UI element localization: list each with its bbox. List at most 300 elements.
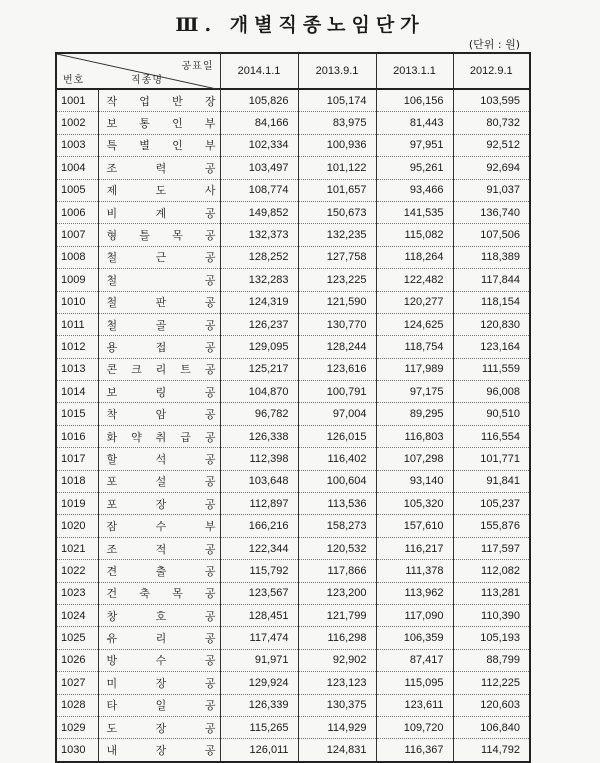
- wage-value: 126,237: [220, 313, 298, 335]
- wage-value: 114,929: [298, 716, 376, 738]
- job-name-char: 보: [106, 386, 118, 399]
- wage-value: 120,277: [376, 291, 453, 313]
- table-row: [56, 560, 530, 582]
- job-code: 1027: [56, 672, 98, 694]
- wage-value: 106,840: [453, 716, 530, 738]
- job-name-char: 목: [172, 230, 183, 243]
- wage-value: 93,140: [376, 470, 453, 492]
- table-row: [56, 649, 530, 671]
- job-name-char: 유: [106, 633, 118, 646]
- job-name: [98, 493, 220, 515]
- job-name-char: 내: [106, 745, 118, 758]
- wage-value: 126,011: [220, 739, 298, 762]
- job-name-char: 크: [131, 364, 142, 377]
- job-name-char: 공: [204, 633, 216, 646]
- wage-value: 91,841: [453, 470, 530, 492]
- job-name-text: [107, 697, 216, 713]
- table-row: [56, 179, 530, 201]
- job-name-char: 철: [106, 297, 118, 310]
- wage-value: 95,261: [376, 157, 453, 179]
- table-row: [56, 672, 530, 694]
- wage-value: 120,603: [453, 694, 530, 716]
- table-row: [56, 716, 530, 738]
- job-name-char: 포: [106, 476, 118, 489]
- job-code: 1015: [56, 403, 98, 425]
- job-code: 1011: [56, 313, 98, 335]
- job-name-text: [107, 339, 216, 355]
- table-row: [56, 134, 530, 156]
- wage-value: 111,378: [376, 560, 453, 582]
- job-code: 1004: [56, 157, 98, 179]
- wage-value: 111,559: [453, 358, 530, 380]
- job-name-text: [107, 742, 216, 758]
- job-name-char: 보: [106, 118, 118, 131]
- job-name-char: 계: [155, 207, 167, 220]
- job-name: [98, 582, 220, 604]
- job-name-char: 도: [106, 722, 118, 735]
- wage-value: 124,319: [220, 291, 298, 313]
- job-name-char: 작: [106, 95, 118, 108]
- wage-value: 113,962: [376, 582, 453, 604]
- job-name-char: 목: [172, 588, 183, 601]
- wage-value: 105,174: [298, 89, 376, 112]
- job-name-char: 비: [106, 207, 118, 220]
- job-name-char: 창: [106, 610, 118, 623]
- wage-value: 110,390: [453, 604, 530, 626]
- wage-value: 132,373: [220, 224, 298, 246]
- wage-value: 123,200: [298, 582, 376, 604]
- table-row: [56, 112, 530, 134]
- table-row: [56, 604, 530, 626]
- job-name-text: [107, 317, 216, 333]
- table-row: [56, 627, 530, 649]
- wage-value: 84,166: [220, 112, 298, 134]
- wage-value: 120,532: [298, 537, 376, 559]
- job-name-char: 공: [204, 745, 216, 758]
- job-code: 1024: [56, 604, 98, 626]
- job-name-text: [107, 294, 216, 310]
- wage-value: 117,866: [298, 560, 376, 582]
- job-name: [98, 336, 220, 358]
- job-name-text: [107, 160, 216, 176]
- table-row: [56, 336, 530, 358]
- wage-value: 132,235: [298, 224, 376, 246]
- wage-value: 107,298: [376, 448, 453, 470]
- wage-value: 123,164: [453, 336, 530, 358]
- wage-value: 113,281: [453, 582, 530, 604]
- wage-value: 101,657: [298, 179, 376, 201]
- wage-value: 149,852: [220, 201, 298, 223]
- job-code: 1018: [56, 470, 98, 492]
- job-name-char: 방: [106, 655, 118, 668]
- job-name-char: 공: [204, 453, 216, 466]
- wage-value: 103,648: [220, 470, 298, 492]
- job-name-text: [107, 720, 216, 736]
- header-job-label: 직종명: [131, 75, 163, 86]
- job-name-text: [107, 608, 216, 624]
- job-name-char: 공: [204, 252, 216, 265]
- job-name-char: 트: [180, 364, 191, 377]
- wage-value: 92,902: [298, 649, 376, 671]
- job-code: 1010: [56, 291, 98, 313]
- table-header-row: [56, 53, 530, 89]
- job-name-char: 공: [204, 409, 216, 422]
- table-row: [56, 493, 530, 515]
- job-name-char: 근: [155, 252, 167, 265]
- job-name-char: 장: [155, 745, 167, 758]
- wage-value: 89,295: [376, 403, 453, 425]
- wage-value: 136,740: [453, 201, 530, 223]
- job-name-char: 암: [155, 409, 167, 422]
- job-name-char: 공: [204, 386, 216, 399]
- wage-value: 100,604: [298, 470, 376, 492]
- job-name-char: 급: [180, 431, 191, 444]
- table-row: [56, 381, 530, 403]
- wage-value: 126,338: [220, 425, 298, 447]
- header-no-label: 번호: [63, 75, 85, 86]
- job-name-char: 철: [106, 252, 118, 265]
- job-name-char: 반: [172, 95, 183, 108]
- wage-value: 91,037: [453, 179, 530, 201]
- wage-value: 103,497: [220, 157, 298, 179]
- wage-value: 106,156: [376, 89, 453, 112]
- wage-value: 127,758: [298, 246, 376, 268]
- wage-value: 97,951: [376, 134, 453, 156]
- wage-value: 118,754: [376, 336, 453, 358]
- job-name-text: [107, 451, 216, 467]
- wage-value: 116,402: [298, 448, 376, 470]
- job-name-char: 철: [106, 274, 118, 287]
- job-name-char: 접: [155, 341, 167, 354]
- job-name: [98, 403, 220, 425]
- table-row: [56, 425, 530, 447]
- job-name-char: 용: [106, 341, 118, 354]
- wage-value: 157,610: [376, 515, 453, 537]
- wage-value: 126,339: [220, 694, 298, 716]
- table-row: [56, 157, 530, 179]
- job-name: [98, 716, 220, 738]
- job-name-char: 수: [155, 521, 167, 534]
- wage-value: 105,320: [376, 493, 453, 515]
- wage-value: 128,451: [220, 604, 298, 626]
- job-name-char: 공: [204, 274, 216, 287]
- wage-value: 129,924: [220, 672, 298, 694]
- job-name-char: 미: [106, 677, 118, 690]
- wage-value: 132,283: [220, 269, 298, 291]
- job-name: [98, 672, 220, 694]
- table-row: [56, 269, 530, 291]
- wage-value: 117,474: [220, 627, 298, 649]
- wage-value: 112,897: [220, 493, 298, 515]
- wage-value: 117,090: [376, 604, 453, 626]
- job-name-char: 특: [106, 140, 118, 153]
- job-name-char: 공: [204, 722, 216, 735]
- job-code: 1016: [56, 425, 98, 447]
- job-name-text: [107, 93, 216, 109]
- wage-value: 115,265: [220, 716, 298, 738]
- job-name-char: 조: [106, 162, 118, 175]
- job-name-char: 장: [155, 677, 167, 690]
- wage-value: 115,082: [376, 224, 453, 246]
- job-name: [98, 112, 220, 134]
- job-name-text: [107, 473, 216, 489]
- job-code: 1005: [56, 179, 98, 201]
- wage-value: 96,782: [220, 403, 298, 425]
- job-name-text: [107, 406, 216, 422]
- table-row: [56, 448, 530, 470]
- table-row: [56, 739, 530, 762]
- table-row: [56, 358, 530, 380]
- wage-value: 150,673: [298, 201, 376, 223]
- job-name: [98, 313, 220, 335]
- wage-value: 123,567: [220, 582, 298, 604]
- wage-value: 117,844: [453, 269, 530, 291]
- wage-value: 123,611: [376, 694, 453, 716]
- job-name-char: 건: [106, 588, 118, 601]
- job-name-char: 별: [139, 140, 150, 153]
- job-name: [98, 694, 220, 716]
- job-name-char: 장: [204, 95, 216, 108]
- wage-value: 130,770: [298, 313, 376, 335]
- table-row: [56, 470, 530, 492]
- job-name: [98, 224, 220, 246]
- job-code: 1012: [56, 336, 98, 358]
- wage-value: 100,791: [298, 381, 376, 403]
- job-name-char: 적: [155, 543, 167, 556]
- wage-value: 130,375: [298, 694, 376, 716]
- job-name: [98, 739, 220, 762]
- job-name-char: 인: [172, 118, 183, 131]
- job-name-char: 도: [155, 185, 167, 198]
- job-name-char: 잠: [106, 521, 118, 534]
- wage-value: 117,989: [376, 358, 453, 380]
- table-row: [56, 291, 530, 313]
- job-name-char: 통: [139, 118, 150, 131]
- header-date: 2013.9.1: [298, 53, 376, 89]
- wage-value: 128,252: [220, 246, 298, 268]
- job-name: [98, 157, 220, 179]
- wage-value: 126,015: [298, 425, 376, 447]
- wage-value: 116,554: [453, 425, 530, 447]
- job-name-text: [107, 518, 216, 534]
- table-row: [56, 246, 530, 268]
- wage-value: 125,217: [220, 358, 298, 380]
- job-name-char: 철: [106, 319, 118, 332]
- job-code: 1025: [56, 627, 98, 649]
- job-name-char: 공: [204, 364, 216, 377]
- job-code: 1030: [56, 739, 98, 762]
- job-name-text: [107, 384, 216, 400]
- job-name-char: 콘: [106, 364, 118, 377]
- table-row: [56, 224, 530, 246]
- wage-value: 112,398: [220, 448, 298, 470]
- job-name: [98, 179, 220, 201]
- wage-value: 129,095: [220, 336, 298, 358]
- job-name-char: 골: [155, 319, 167, 332]
- job-name-char: 력: [155, 162, 167, 175]
- job-name-char: 공: [204, 565, 216, 578]
- wage-value: 102,334: [220, 134, 298, 156]
- job-name-text: [107, 205, 216, 221]
- wage-value: 91,971: [220, 649, 298, 671]
- job-name-char: 축: [139, 588, 150, 601]
- wage-value: 128,244: [298, 336, 376, 358]
- job-name: [98, 291, 220, 313]
- wage-value: 158,273: [298, 515, 376, 537]
- job-code: 1029: [56, 716, 98, 738]
- job-name: [98, 448, 220, 470]
- job-name: [98, 649, 220, 671]
- job-name-char: 장: [155, 498, 167, 511]
- job-name-char: 링: [155, 386, 167, 399]
- wage-value: 92,694: [453, 157, 530, 179]
- job-name-text: [107, 541, 216, 557]
- wage-value: 101,122: [298, 157, 376, 179]
- job-name-char: 공: [204, 297, 216, 310]
- job-name-char: 공: [204, 431, 216, 444]
- job-name-char: 틀: [139, 230, 150, 243]
- table-row: [56, 89, 530, 112]
- job-name-char: 제: [106, 185, 118, 198]
- job-name-text: [107, 115, 216, 131]
- wage-value: 114,792: [453, 739, 530, 762]
- job-name-text: [107, 182, 216, 198]
- job-name-char: 공: [204, 476, 216, 489]
- job-name-char: 공: [204, 319, 216, 332]
- wage-value: 107,506: [453, 224, 530, 246]
- job-name-text: [107, 249, 216, 265]
- job-name-char: 공: [204, 498, 216, 511]
- table-row: [56, 694, 530, 716]
- wage-value: 97,004: [298, 403, 376, 425]
- job-name-char: 인: [172, 140, 183, 153]
- job-name-text: [107, 675, 216, 691]
- job-name: [98, 134, 220, 156]
- header-announce-label: 공표일: [181, 61, 214, 72]
- job-name-text: [107, 361, 216, 377]
- job-name-char: 견: [106, 565, 118, 578]
- wage-value: 112,225: [453, 672, 530, 694]
- job-name-text: [107, 137, 216, 153]
- job-name-char: 호: [155, 610, 167, 623]
- job-name-text: [107, 429, 216, 445]
- job-code: 1007: [56, 224, 98, 246]
- header-date: 2012.9.1: [453, 53, 530, 89]
- job-name-char: 포: [106, 498, 118, 511]
- wage-value: 115,792: [220, 560, 298, 582]
- job-name-char: 착: [106, 409, 118, 422]
- job-name-char: 형: [106, 230, 118, 243]
- job-name-text: [107, 496, 216, 512]
- job-name-char: 출: [155, 565, 167, 578]
- wage-value: 121,799: [298, 604, 376, 626]
- wage-value: 97,175: [376, 381, 453, 403]
- wage-value: 141,535: [376, 201, 453, 223]
- wage-value: 108,774: [220, 179, 298, 201]
- wage-value: 93,466: [376, 179, 453, 201]
- header-date: 2014.1.1: [220, 53, 298, 89]
- job-code: 1017: [56, 448, 98, 470]
- job-code: 1021: [56, 537, 98, 559]
- job-name-char: 부: [204, 521, 216, 534]
- job-name: [98, 246, 220, 268]
- page-title: Ⅲ. 개별직종노임단가: [175, 14, 425, 36]
- wage-value: 123,123: [298, 672, 376, 694]
- wage-value: 104,870: [220, 381, 298, 403]
- job-code: 1006: [56, 201, 98, 223]
- wage-value: 90,510: [453, 403, 530, 425]
- wage-value: 124,831: [298, 739, 376, 762]
- wage-value: 124,625: [376, 313, 453, 335]
- table-row: [56, 515, 530, 537]
- wage-value: 83,975: [298, 112, 376, 134]
- job-name: [98, 381, 220, 403]
- table-body: [56, 89, 530, 762]
- wage-value: 105,826: [220, 89, 298, 112]
- wage-value: 166,216: [220, 515, 298, 537]
- job-name-char: 업: [139, 95, 150, 108]
- job-name: [98, 201, 220, 223]
- wage-value: 92,512: [453, 134, 530, 156]
- unit-note: (단위 : 원): [468, 38, 520, 51]
- wage-value: 116,298: [298, 627, 376, 649]
- job-code: 1019: [56, 493, 98, 515]
- wage-value: 116,367: [376, 739, 453, 762]
- job-name-char: 설: [155, 476, 167, 489]
- wage-value: 96,008: [453, 381, 530, 403]
- wage-value: 121,590: [298, 291, 376, 313]
- job-name-char: 공: [204, 700, 216, 713]
- job-name: [98, 537, 220, 559]
- job-name: [98, 470, 220, 492]
- job-name-char: 화: [106, 431, 118, 444]
- table-row: [56, 582, 530, 604]
- job-name: [98, 560, 220, 582]
- job-code: 1008: [56, 246, 98, 268]
- job-name-char: 취: [155, 431, 167, 444]
- table-row: [56, 537, 530, 559]
- job-code: 1009: [56, 269, 98, 291]
- wage-value: 122,482: [376, 269, 453, 291]
- job-name: [98, 358, 220, 380]
- job-name-text: [107, 585, 216, 601]
- job-name-char: 약: [131, 431, 142, 444]
- job-name-char: 장: [155, 722, 167, 735]
- wage-value: 155,876: [453, 515, 530, 537]
- wage-value: 115,095: [376, 672, 453, 694]
- job-name-char: 공: [204, 230, 216, 243]
- wage-value: 122,344: [220, 537, 298, 559]
- job-code: 1002: [56, 112, 98, 134]
- wage-value: 80,732: [453, 112, 530, 134]
- wage-value: 116,217: [376, 537, 453, 559]
- wage-value: 123,225: [298, 269, 376, 291]
- job-name-char: 공: [204, 341, 216, 354]
- job-name: [98, 627, 220, 649]
- job-name: [98, 89, 220, 112]
- header-date: 2013.1.1: [376, 53, 453, 89]
- job-name-char: 리: [155, 364, 167, 377]
- job-code: 1026: [56, 649, 98, 671]
- job-name-char: 공: [204, 543, 216, 556]
- job-name: [98, 604, 220, 626]
- job-name: [98, 515, 220, 537]
- wage-value: 120,830: [453, 313, 530, 335]
- job-code: 1028: [56, 694, 98, 716]
- job-name: [98, 425, 220, 447]
- wage-value: 105,237: [453, 493, 530, 515]
- job-name-char: 사: [204, 185, 216, 198]
